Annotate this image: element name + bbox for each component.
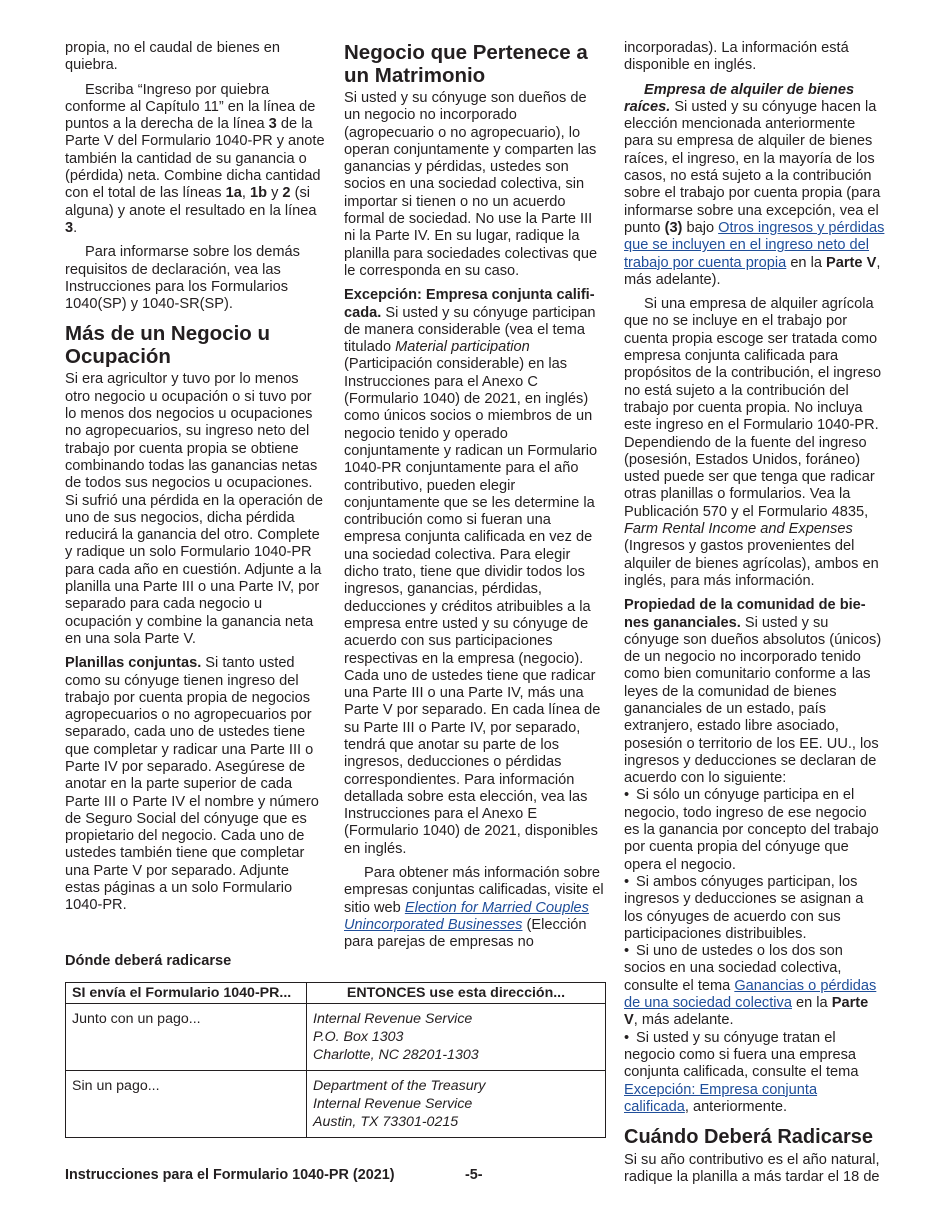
text: Para obtener más información sobre empresas conjuntas calificadas, visite el sitio web [344, 865, 604, 916]
paragraph: propia, no el caudal de bienes en quiebra. [65, 40, 281, 74]
address-line: Charlotte, NC 28201-1303 [313, 1047, 479, 1063]
text: Si tanto usted como su cónyuge tienen ingreso del trabajo por cuenta propia de negocios agropecuarios o no agropecuarios por separado, cada uno de ustedes tiene que completar y radicar una Parte III o Parte IV por separado. Asegúrese de anotar en la parte superior de cada Parte III o Parte IV el nombre y número de Seguro Social del cónyuge que es propietario del negocio. Cada uno de ustedes también tiene que completar una Parte V por separado. Adjunte estas páginas a un solo Formulario 1040-PR. [65, 655, 319, 914]
run-in-heading: Planillas conjuntas. [65, 655, 202, 672]
bold-text: Parte V [624, 995, 869, 1029]
text: Si usted y su cónyuge participan de manera considerable (vea el tema titulado [344, 304, 596, 356]
address-line: Internal Revenue Service [313, 1096, 473, 1112]
text: Si usted y su cónyuge son dueños absolutos (únicos) de un negocio no incorporado tenido como bien comunitario conforme a las leyes de la comunidad de bienes gananciales de un estado, país extranjero, estado libre asociado, posesión o territorio de los EE. UU., los ingresos y deducciones se declaran de acuerdo con lo siguiente: [624, 614, 882, 787]
text: , más adelante. [633, 1012, 734, 1029]
excepcion-empresa-link[interactable]: Excepción: Empresa conjunta calificada [624, 1081, 818, 1115]
address-cell [307, 1071, 606, 1138]
otros-ingresos-link[interactable]: Otros ingresos y pérdidas que se incluyen en el ingreso neto del trabajo por cuenta propia [624, 219, 885, 271]
text: . [73, 219, 78, 236]
text: (Elección para parejas de empresas no [344, 916, 587, 951]
address-line: P.O. Box 1303 [313, 1029, 404, 1045]
page-footer [65, 1167, 605, 1184]
bullet: • [624, 787, 630, 804]
footer-title: Instrucciones para el Formulario 1040-PR (2021) [65, 1167, 395, 1183]
section-heading-negocio-matrimonio: Negocio que Pertenece a un Matrimonio [344, 41, 588, 87]
paragraph [344, 287, 606, 858]
ganancias-sociedad-link[interactable]: Ganancias o pérdidas de una sociedad colectiva [624, 977, 877, 1012]
text: en la [791, 995, 832, 1012]
table-header-row [66, 983, 606, 1004]
bold-text: 1b [249, 185, 268, 202]
italic-text: Farm Rental Income and Expenses [624, 521, 853, 538]
column-3 [624, 40, 886, 1193]
table-row [66, 1004, 606, 1071]
text: de la Parte V del Formulario 1040-PR y anote también la cantidad de su ganancia o (pérdida) neta. Combine dicha cantidad con el total de las líneas [65, 116, 325, 202]
text: en la [786, 254, 827, 271]
paragraph [624, 597, 886, 787]
address-table [65, 982, 606, 1138]
paragraph: Para informarse sobre los demás requisitos de declaración, vea las Instrucciones para los Formularios 1040(SP) y 1040-SR(SP). [65, 244, 300, 313]
paragraph [65, 82, 327, 238]
text: Si usted y su cónyuge tratan el negocio como si fuera una empresa conjunta calificada, consulte el tema [624, 1029, 859, 1081]
column-header: SI envía el Formulario 1040-PR... [66, 983, 307, 1004]
section-heading-cuando: Cuándo Deberá Radicarse [624, 1126, 873, 1149]
list-item [624, 787, 886, 873]
text: Si una empresa de alquiler agrícola que no se incluye en el trabajo por cuenta propia escoge ser tratada como empresa conjunta calificada para propósitos de la contribución, el ingreso no está sujeto a la contribución del trabajo por cuenta propia. No incluya este ingreso en el Formulario 1040-PR. Dependiendo de la fuente del ingreso (posesión, Estados Unidos, foráneo) usted puede ser que tenga que radicar otras planillas o formularios. Vea la Publicación 570 y el Formulario 4835, [624, 296, 882, 520]
paragraph: Si era agricultor y tuvo por lo menos otro negocio u ocupación o si tuvo por lo menos dos negocios u ocupaciones no agropecuarios, su ingreso neto del trabajo por cuenta propia se obtiene combinando todas las ganancias netas de todos sus negocios u ocupaciones. Si sufrió una pérdida en la operación de uno de sus negocios, dicha pérdida reducirá la ganancia del otro. Complete y radique un solo Formulario 1040-PR para cada año en cuestión. Adjunte a la planilla una Parte III o una Parte IV, por separado para cada negocio u ocupación y combine la ganancia neta en una sola Parte V. [65, 371, 323, 647]
paragraph: incorporadas). La información está disponible en inglés. [624, 40, 849, 74]
text: , [241, 185, 250, 202]
text: , anteriormente. [684, 1098, 788, 1115]
text: y [267, 185, 283, 202]
bold-text: (3) [664, 219, 683, 236]
list-item [624, 874, 886, 943]
column-2 [344, 40, 606, 959]
bold-text: 3 [65, 219, 74, 236]
list-item [624, 943, 886, 1029]
paragraph [624, 82, 886, 290]
text: Si uno de ustedes o los dos son socios en una sociedad colectiva, consulte el tema [624, 943, 843, 994]
bullet: • [624, 943, 630, 960]
text: Si usted y su cónyuge hacen la elección mencionada anteriormente para su empresa de alquiler de bienes raíces, el ingreso, en la mayoría de los casos, no está sujeto a la contribución sobre el trabajo por cuenta propia (para informarse sobre una excepción, vea el punto [624, 98, 881, 236]
bold-text: 3 [268, 116, 277, 133]
text: (si alguna) y anote el resultado en la línea [65, 185, 317, 219]
run-in-heading: Propiedad de la comunidad de bie-nes gananciales. [624, 597, 866, 631]
paragraph [624, 296, 886, 590]
election-link[interactable]: Election for Married Couples Unincorporated Businesses [344, 899, 589, 933]
page-number: -5- [465, 1167, 483, 1183]
list-item [624, 1030, 886, 1116]
table-row [66, 1071, 606, 1138]
bold-text: 2 [282, 185, 291, 202]
where-to-file-title: Dónde deberá radicarse [65, 953, 232, 969]
column-1 [65, 40, 327, 922]
text: Si ambos cónyuges participan, los ingresos y deducciones se asignan a los cónyuges de acuerdo con sus participaciones distribuibles. [624, 873, 864, 942]
paragraph: Si su año contributivo es el año natural, radique la planilla a más tardar el 18 de [624, 1151, 880, 1185]
paragraph [344, 865, 606, 951]
italic-text: Material participation [395, 339, 530, 356]
text: Escriba “Ingreso por quiebra conforme al Capítulo 11” en la línea de puntos a la derecha de la línea [65, 81, 316, 133]
run-in-heading: Excepción: Empresa conjunta califi-cada. [344, 287, 595, 321]
bold-text: 1a [225, 185, 242, 202]
text: (Ingresos y gastos provenientes del alquiler de bienes agrícolas), ambos en inglés, para más información. [624, 538, 879, 589]
column-header: ENTONCES use esta dirección... [307, 983, 606, 1004]
address-line: Austin, TX 73301-0215 [313, 1114, 459, 1130]
address-line: Internal Revenue Service [313, 1011, 473, 1027]
address-line: Department of the Treasury [313, 1078, 486, 1094]
address-cell [307, 1004, 606, 1071]
text: Si sólo un cónyuge participa en el negocio, todo ingreso de ese negocio es la ganancia por concepto del trabajo por cuenta propia del cónyuge que opera el negocio. [624, 787, 879, 873]
run-in-heading: Empresa de alquiler de bienes raíces. [624, 81, 855, 115]
condition-cell: Sin un pago... [66, 1071, 307, 1138]
bullet: • [624, 1029, 630, 1046]
text: (Participación considerable) en las Instrucciones para el Anexo C (Formulario 1040) de 2021, en inglés) como únicos socios o miembros de un negocio tenido y operado conjuntamente y radican un Formulario 1040-PR conjuntamente para el año contributivo, pueden elegir conjuntamente que se les determine la contribución como si fueran una empresa conjunta calificada en vez de una sociedad colectiva. Para elegir dicho trato, tiene que dividir todos los ingresos, ganancias, pérdidas, deducciones y créditos atribuibles a la empresa entre usted y su cónyuge de acuerdo con sus participaciones respectivas en la empresa (negocio). Cada uno de ustedes tiene que radicar una Parte III o una Parte IV, más una Parte V por separado. En cada línea de su Parte III o Parte IV, por separado, tendrá que anotar su parte de los ingresos, deducciones o pérdidas correspondientes. Para información detallada sobre esta elección, vea las Instrucciones para el Anexo E (Formulario 1040) de 2021, disponibles en inglés. [344, 356, 601, 857]
condition-cell: Junto con un pago... [66, 1004, 307, 1071]
text: bajo [682, 219, 719, 236]
paragraph [65, 655, 327, 914]
section-heading-mas-de-un-negocio: Más de un Negocio u Ocupación [65, 322, 271, 368]
text: , más adelante). [624, 254, 881, 288]
bullet: • [624, 873, 630, 890]
paragraph: Si usted y su cónyuge son dueños de un negocio no incorporado (agropecuario o no agropecuario), lo operan conjuntamente y comparten las ganancias y pérdidas, ustedes son socios en una sociedad colectiva, sin importar si tienen o no un acuerdo formal de sociedad. No use la Parte III ni la Parte IV. En su lugar, radique la planilla para sociedades colectivas que le corresponda en su caso. [344, 90, 598, 279]
bold-text: Parte V [826, 254, 877, 271]
